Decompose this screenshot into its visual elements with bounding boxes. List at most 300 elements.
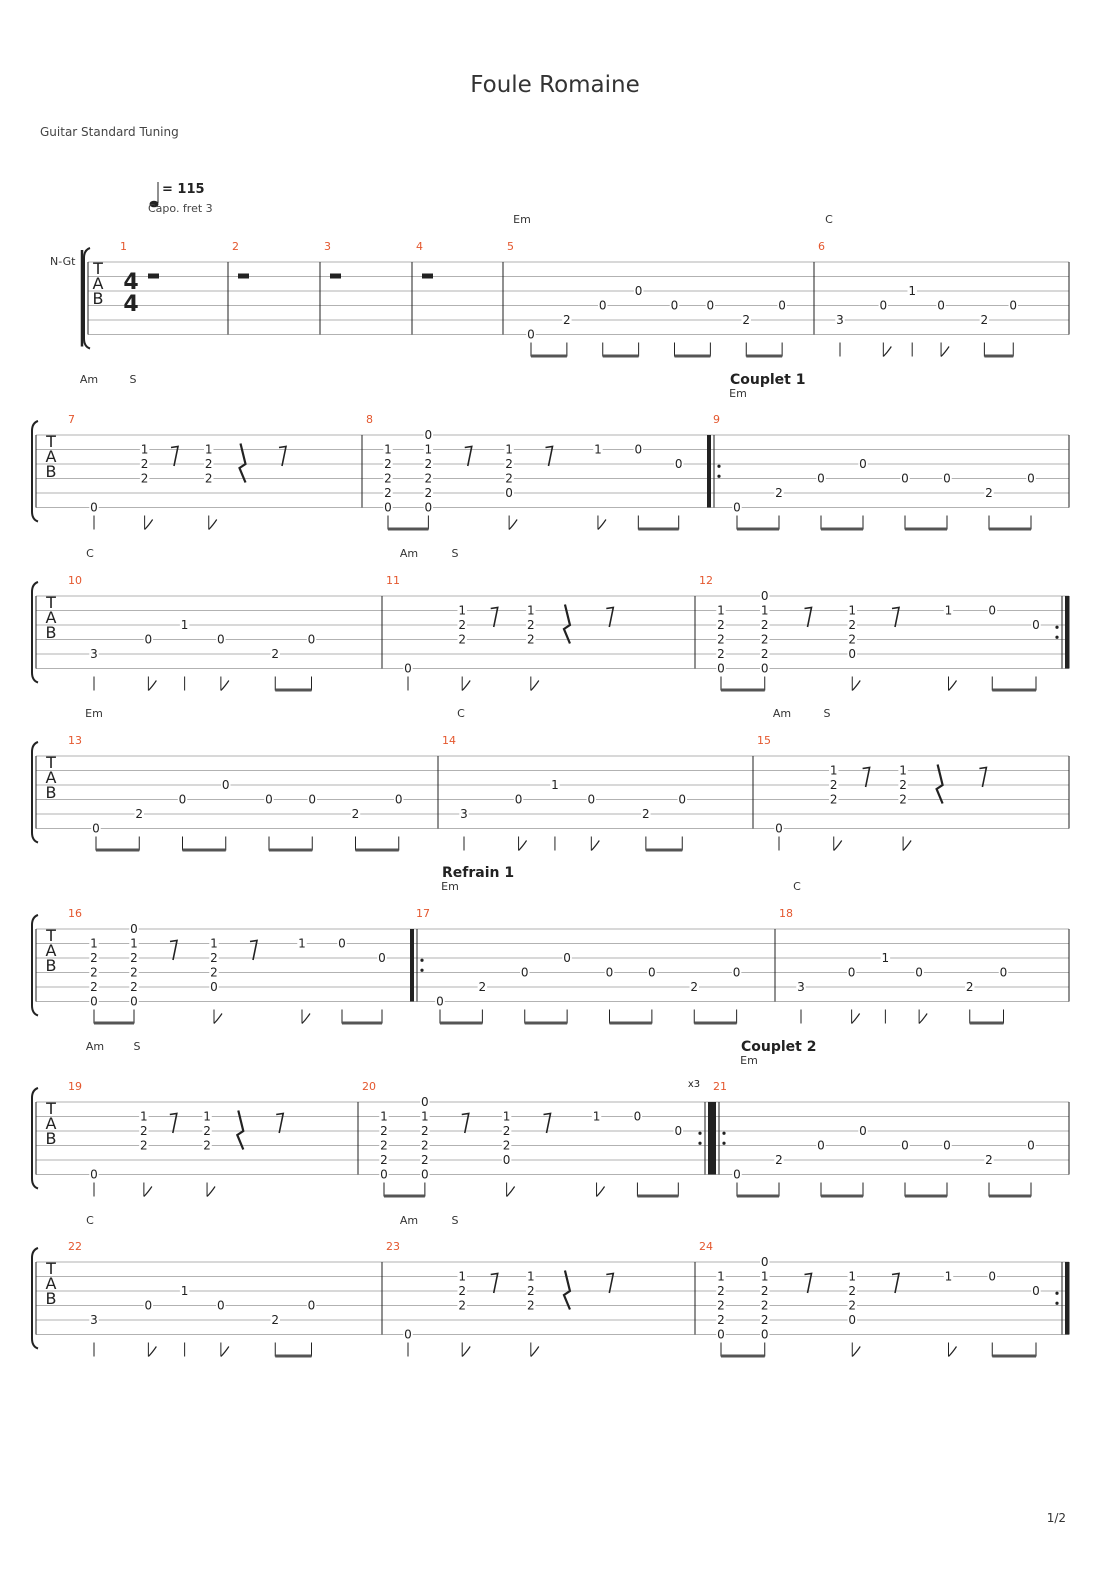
fret-number: 2 [210, 965, 218, 980]
repeat-dot [420, 969, 423, 972]
fret-number: 2 [985, 1153, 993, 1167]
note-beam [638, 528, 678, 531]
fret-number: 2 [527, 1298, 535, 1313]
note-flag [221, 681, 229, 691]
tab-clef-letter: A [92, 274, 104, 293]
fret-number: 1 [180, 1284, 189, 1298]
fret-number: 2 [502, 1138, 511, 1153]
system-bracket [32, 582, 38, 683]
chord-name: Em [513, 213, 531, 226]
fret-number: 3 [797, 980, 805, 994]
note-beam [675, 355, 711, 358]
system-bracket [32, 1248, 38, 1349]
fret-number: 0 [502, 1153, 511, 1167]
chord-name: C [793, 880, 801, 893]
fret-number: 2 [760, 632, 769, 647]
repeat-count: x3 [687, 1079, 701, 1090]
note-flag [209, 520, 217, 530]
repeat-dot [1055, 1292, 1058, 1295]
note-flag [221, 1347, 229, 1357]
section-label: Couplet 1 [730, 372, 806, 388]
fret-number: 0 [505, 486, 513, 500]
note-beam [821, 528, 863, 531]
fret-number: 2 [458, 1298, 467, 1313]
fret-number: 1 [899, 763, 907, 778]
note-beam [821, 1195, 863, 1198]
measure-number: 23 [386, 1240, 400, 1253]
note-beam [992, 689, 1036, 692]
whole-rest [330, 274, 341, 279]
fret-number: 1 [527, 1269, 535, 1284]
chord-name: Am [772, 707, 792, 720]
fret-number: 0 [674, 457, 683, 471]
fret-number: 0 [527, 327, 535, 342]
note-flag [462, 681, 470, 691]
whole-rest [422, 274, 433, 279]
fret-number: 2 [204, 471, 213, 486]
measure-number: 24 [699, 1240, 713, 1253]
fret-number: 1 [424, 442, 433, 457]
fret-number: 0 [760, 589, 769, 603]
fret-number: 2 [140, 457, 149, 471]
fret-number: 0 [421, 1095, 429, 1109]
note-beam [637, 1195, 678, 1198]
fret-number: 0 [90, 994, 98, 1009]
fret-number: 0 [217, 1298, 225, 1313]
fret-number: 1 [551, 778, 559, 792]
fret-number: 1 [458, 1269, 467, 1284]
fret-number: 2 [775, 1153, 783, 1167]
fret-number: 2 [135, 807, 144, 821]
system-bracket [84, 248, 90, 349]
fret-number: 0 [605, 965, 614, 980]
track-name: N-Gt [50, 255, 76, 268]
fret-number: 0 [421, 1167, 429, 1182]
note-flag [949, 681, 957, 691]
fret-number: 0 [859, 457, 867, 471]
note-flag [852, 1347, 860, 1357]
fret-number: 1 [527, 603, 535, 618]
repeat-start-thick [712, 1102, 716, 1175]
repeat-dot [1055, 626, 1058, 629]
tab-clef-letter: T [46, 1099, 56, 1118]
tab-clef-letter: B [45, 462, 57, 481]
fret-number: 1 [760, 603, 769, 618]
fret-number: 3 [460, 807, 468, 821]
fret-number: 1 [848, 1269, 857, 1284]
fret-number: 0 [848, 647, 857, 661]
system-bracket [32, 421, 38, 522]
tempo-value: = 115 [162, 182, 205, 197]
fret-number: 2 [848, 1284, 857, 1298]
fret-number: 2 [760, 1298, 769, 1313]
fret-number: 0 [436, 994, 444, 1009]
fret-number: 0 [633, 1109, 642, 1124]
note-flag [597, 1187, 605, 1197]
fret-number: 0 [1027, 1138, 1035, 1153]
note-flag [207, 1187, 215, 1197]
measure-number: 11 [386, 574, 400, 587]
fret-number: 0 [901, 471, 909, 486]
fret-number: 0 [1032, 618, 1040, 632]
fret-number: 0 [394, 792, 403, 807]
fret-number: 2 [760, 618, 769, 632]
whole-rest [148, 274, 159, 279]
fret-number: 2 [90, 951, 98, 965]
song-title: Foule Romaine [470, 72, 640, 98]
fret-number: 0 [988, 1269, 997, 1284]
note-flag [531, 681, 539, 691]
measure-number: 8 [366, 413, 373, 426]
fret-number: 0 [221, 778, 230, 792]
fret-number: 2 [351, 807, 360, 821]
tab-clef-letter: A [45, 447, 57, 466]
note-beam [440, 1022, 482, 1025]
note-flag [903, 841, 911, 851]
fret-number: 0 [308, 792, 317, 807]
fret-number: 0 [380, 1167, 388, 1182]
fret-number: 2 [965, 980, 974, 994]
fret-number: 2 [203, 1138, 211, 1153]
note-flag [509, 520, 517, 530]
fret-number: 0 [817, 1138, 825, 1153]
measure-number: 13 [68, 734, 82, 747]
fret-number: 2 [421, 1138, 429, 1153]
section-label: Couplet 2 [741, 1039, 817, 1055]
fret-number: 2 [690, 980, 699, 994]
repeat-dot [717, 465, 720, 468]
fret-number: 0 [424, 500, 433, 515]
fret-number: 1 [717, 1269, 725, 1284]
fret-number: 0 [144, 1298, 153, 1313]
note-beam [531, 355, 567, 358]
measure-number: 2 [232, 240, 239, 253]
fret-number: 0 [733, 1167, 741, 1182]
fret-number: 2 [384, 471, 392, 486]
fret-number: 1 [298, 936, 306, 951]
chord-symbol: S [823, 707, 831, 720]
fret-number: 2 [140, 471, 149, 486]
fret-number: 2 [985, 486, 993, 500]
note-beam [275, 1355, 311, 1358]
fret-number: 0 [901, 1138, 909, 1153]
note-beam [94, 1022, 134, 1025]
repeat-dot [722, 1132, 725, 1135]
fret-number: 2 [505, 471, 513, 486]
note-flag [519, 841, 527, 851]
fret-number: 2 [848, 618, 857, 632]
fret-number: 2 [717, 1298, 725, 1313]
fret-number: 2 [478, 980, 487, 994]
fret-number: 1 [592, 1109, 601, 1124]
note-beam [737, 528, 779, 531]
fret-number: 0 [92, 821, 100, 836]
note-flag [591, 841, 599, 851]
fret-number: 0 [717, 1327, 725, 1342]
fret-number: 2 [527, 1284, 535, 1298]
fret-number: 2 [140, 1138, 148, 1153]
fret-number: 2 [384, 486, 392, 500]
measure-number: 15 [757, 734, 771, 747]
note-flag [148, 681, 156, 691]
tab-clef-letter: A [45, 1114, 57, 1133]
fret-number: 2 [380, 1138, 388, 1153]
note-beam [737, 1195, 779, 1198]
fret-number: 0 [404, 661, 412, 676]
fret-number: 0 [670, 298, 679, 313]
fret-number: 2 [527, 632, 535, 647]
fret-number: 0 [634, 442, 643, 457]
measure-number: 6 [818, 240, 825, 253]
fret-number: 0 [1032, 1284, 1040, 1298]
fret-number: 2 [140, 1124, 148, 1138]
chord-name: C [457, 707, 465, 720]
fret-number: 0 [378, 951, 386, 965]
repeat-start-thick [410, 929, 414, 1002]
measure-number: 20 [362, 1080, 376, 1093]
fret-number: 0 [130, 922, 138, 936]
fret-number: 0 [210, 980, 218, 994]
fret-number: 2 [424, 471, 433, 486]
fret-number: 2 [424, 486, 433, 500]
fret-number: 1 [944, 603, 953, 618]
tab-clef-letter: A [45, 941, 57, 960]
measure-number: 18 [779, 907, 793, 920]
note-beam [970, 1022, 1004, 1025]
time-signature-bottom: 4 [123, 292, 139, 317]
fret-number: 2 [130, 951, 138, 965]
fret-number: 2 [502, 1124, 511, 1138]
fret-number: 0 [514, 792, 523, 807]
measure-number: 10 [68, 574, 82, 587]
note-beam [183, 849, 226, 852]
repeat-dot [1055, 1302, 1058, 1305]
chord-symbol: S [451, 1214, 459, 1227]
chord-name: Am [79, 373, 99, 386]
fret-number: 0 [1027, 471, 1035, 486]
note-beam [603, 355, 639, 358]
fret-number: 0 [90, 1167, 98, 1182]
measure-number: 9 [713, 413, 720, 426]
chord-name: C [86, 547, 94, 560]
fret-number: 2 [130, 980, 138, 994]
chord-name: Em [85, 707, 103, 720]
repeat-dot [717, 475, 720, 478]
fret-number: 1 [180, 618, 189, 632]
fret-number: 2 [90, 965, 98, 980]
note-beam [275, 689, 311, 692]
tab-clef-letter: T [93, 259, 103, 278]
whole-rest [238, 274, 249, 279]
note-flag [919, 1014, 927, 1024]
fret-number: 2 [642, 807, 650, 821]
fret-number: 0 [384, 500, 392, 515]
tab-clef-letter: B [92, 289, 104, 308]
fret-number: 2 [760, 1313, 769, 1327]
fret-number: 2 [424, 457, 433, 471]
fret-number: 0 [732, 965, 741, 980]
fret-number: 0 [404, 1327, 412, 1342]
chord-name: Em [740, 1054, 758, 1067]
note-flag [302, 1014, 310, 1024]
note-beam [746, 355, 782, 358]
fret-number: 0 [879, 298, 888, 313]
fret-number: 2 [380, 1153, 388, 1167]
fret-number: 2 [130, 965, 138, 980]
repeat-dot [722, 1142, 725, 1145]
tab-clef-letter: B [45, 623, 57, 642]
fret-number: 2 [760, 647, 769, 661]
fret-number: 0 [706, 298, 715, 313]
note-flag [214, 1014, 222, 1024]
note-beam [388, 528, 428, 531]
fret-number: 2 [829, 792, 838, 807]
measure-number: 22 [68, 1240, 82, 1253]
tab-clef-letter: B [45, 783, 57, 802]
tab-clef-letter: T [46, 1259, 56, 1278]
fret-number: 1 [944, 1269, 953, 1284]
repeat-start-thick [707, 435, 711, 508]
fret-number: 2 [742, 313, 751, 327]
note-beam [269, 849, 312, 852]
note-beam [905, 1195, 947, 1198]
note-flag [507, 1187, 515, 1197]
tab-clef-letter: A [45, 1274, 57, 1293]
measure-number: 12 [699, 574, 713, 587]
tab-clef-letter: T [46, 753, 56, 772]
chord-name: C [86, 1214, 94, 1227]
fret-number: 2 [527, 618, 535, 632]
tab-clef-letter: B [45, 956, 57, 975]
fret-number: 0 [520, 965, 529, 980]
fret-number: 1 [384, 442, 392, 457]
fret-number: 1 [140, 442, 149, 457]
tab-clef-letter: T [46, 593, 56, 612]
fret-number: 1 [829, 763, 838, 778]
measure-number: 21 [713, 1080, 727, 1093]
repeat-dot [1055, 636, 1058, 639]
fret-number: 2 [210, 951, 218, 965]
fret-number: 2 [717, 647, 725, 661]
fret-number: 1 [204, 442, 213, 457]
fret-number: 0 [90, 500, 98, 515]
fret-number: 2 [458, 632, 467, 647]
fret-number: 1 [421, 1109, 429, 1124]
fret-number: 1 [90, 936, 98, 951]
fret-number: 2 [271, 1313, 280, 1327]
fret-number: 0 [178, 792, 187, 807]
measure-number: 3 [324, 240, 331, 253]
fret-number: 2 [458, 1284, 467, 1298]
fret-number: 0 [338, 936, 346, 951]
note-beam [989, 1195, 1031, 1198]
measure-number: 17 [416, 907, 430, 920]
fret-number: 3 [90, 647, 98, 661]
fret-number: 0 [130, 994, 138, 1009]
fret-number: 2 [899, 778, 907, 792]
note-flag [531, 1347, 539, 1357]
fret-number: 0 [915, 965, 923, 980]
fret-number: 2 [775, 486, 783, 500]
note-beam [610, 1022, 652, 1025]
measure-number: 19 [68, 1080, 82, 1093]
fret-number: 0 [817, 471, 825, 486]
fret-number: 0 [1009, 298, 1018, 313]
fret-number: 2 [421, 1124, 429, 1138]
fret-number: 0 [937, 298, 945, 313]
tab-clef-letter: A [45, 608, 57, 627]
measure-number: 1 [120, 240, 127, 253]
fret-number: 3 [836, 313, 844, 327]
fret-number: 0 [859, 1124, 867, 1138]
fret-number: 1 [908, 284, 917, 298]
system-bracket [32, 915, 38, 1016]
note-flag [148, 1347, 156, 1357]
fret-number: 1 [210, 936, 218, 951]
chord-name: Am [399, 547, 419, 560]
fret-number: 2 [458, 618, 467, 632]
fret-number: 0 [424, 428, 433, 442]
fret-number: 0 [648, 965, 656, 980]
fret-number: 3 [90, 1313, 98, 1327]
fret-number: 0 [598, 298, 607, 313]
note-beam [989, 528, 1031, 531]
fret-number: 0 [778, 298, 786, 313]
fret-number: 0 [943, 1138, 951, 1153]
fret-number: 2 [421, 1153, 429, 1167]
chord-symbol: S [451, 547, 459, 560]
fret-number: 2 [717, 618, 725, 632]
fret-number: 2 [899, 792, 907, 807]
tab-clef-letter: T [46, 926, 56, 945]
fret-number: 2 [848, 632, 857, 647]
chord-symbol: S [133, 1040, 141, 1053]
repeat-end-thick [1065, 596, 1069, 669]
chord-name: C [825, 213, 833, 226]
measure-number: 16 [68, 907, 82, 920]
fret-number: 2 [90, 980, 98, 994]
fret-number: 2 [717, 632, 725, 647]
note-beam [694, 1022, 736, 1025]
note-flag [941, 347, 949, 357]
fret-number: 0 [674, 1124, 683, 1138]
note-beam [646, 849, 682, 852]
fret-number: 1 [203, 1109, 211, 1124]
tab-clef-letter: B [45, 1289, 57, 1308]
repeat-end-thick [1065, 1262, 1069, 1335]
fret-number: 1 [502, 1109, 511, 1124]
fret-number: 0 [563, 951, 571, 965]
system-bracket [32, 1088, 38, 1189]
fret-number: 2 [980, 313, 989, 327]
tab-clef-letter: B [45, 1129, 57, 1148]
fret-number: 0 [760, 1255, 769, 1269]
fret-number: 0 [733, 500, 741, 515]
chord-name: Am [399, 1214, 419, 1227]
note-flag [598, 520, 606, 530]
tuning-label: Guitar Standard Tuning [40, 125, 179, 139]
note-beam [905, 528, 947, 531]
fret-number: 1 [505, 442, 513, 457]
section-label: Refrain 1 [442, 865, 515, 881]
chord-name: Em [441, 880, 459, 893]
note-beam [984, 355, 1013, 358]
note-beam [721, 1355, 765, 1358]
fret-number: 2 [717, 1284, 725, 1298]
chord-name: Em [729, 387, 747, 400]
tab-clef-letter: A [45, 768, 57, 787]
fret-number: 2 [848, 1298, 857, 1313]
